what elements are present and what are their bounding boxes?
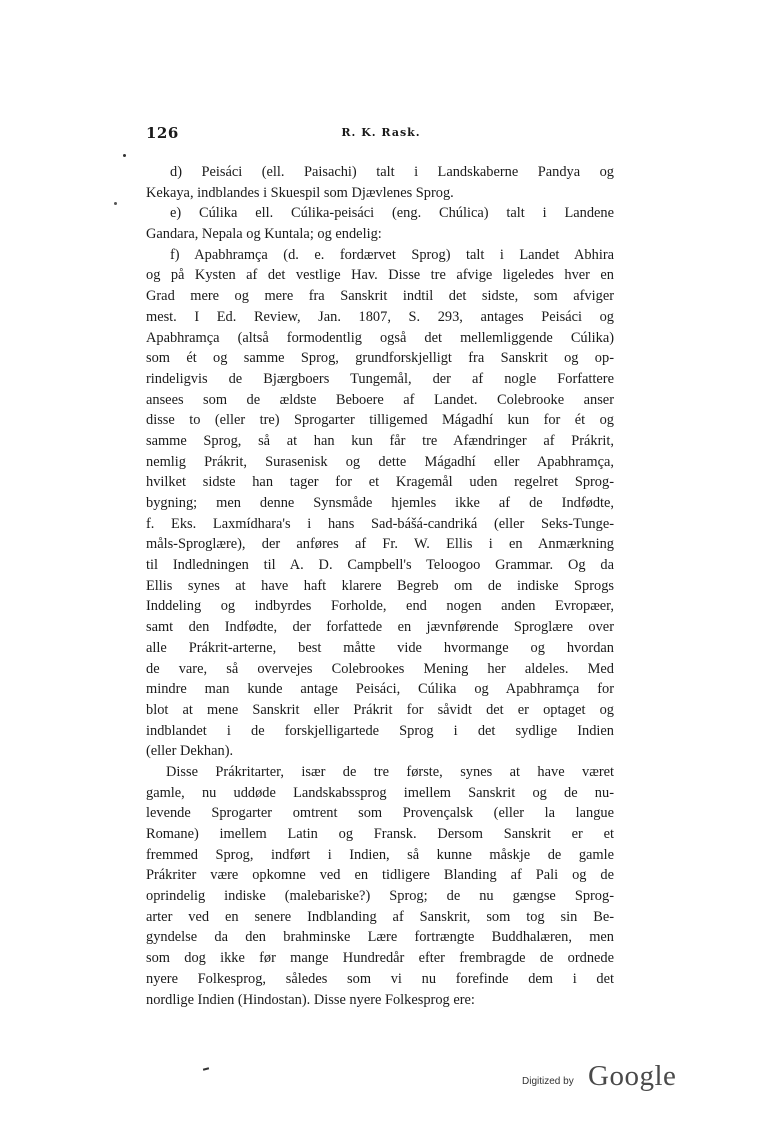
text-line: Gandara, Nepala og Kuntala; og endelig: xyxy=(146,226,382,243)
text-line: Apabhramça (altså formodentlig også det mellemliggende Cúlika) xyxy=(146,329,614,346)
text-line: blot at mene Sanskrit eller Prákrit for såvidt det er optaget og xyxy=(146,701,614,718)
body-text xyxy=(146,162,614,1010)
text-line: oprindelig indiske (malebariske?) Sprog; de nu gængse Sprog- xyxy=(146,888,614,905)
text-line: f) Apabhramça (d. e. fordærvet Sprog) talt i Landet Abhira xyxy=(170,246,614,263)
text-line: som dog ikke før mange Hundredår efter frembragde de ordnede xyxy=(146,950,614,967)
text-line: Prákriter være opkomne ved en tidligere Blanding af Pali og de xyxy=(146,867,614,884)
text-line: nyere Folkesprog, således som vi nu forefinde dem i det xyxy=(146,970,614,987)
google-logo: Google xyxy=(588,1060,677,1092)
text-line: alle Prákrit-arterne, best måtte vide hvormange og hvordan xyxy=(146,639,614,656)
text-line: nordlige Indien (Hindostan). Disse nyere Folkesprog ere: xyxy=(146,991,475,1008)
text-line: måls-Sproglære), der anføres af Fr. W. Ellis i en Anmærkning xyxy=(146,536,614,553)
text-line: ansees som de ældste Beboere af Landet. Colebrooke anser xyxy=(146,391,614,408)
text-line: hvilket sidste han tager for et Kragemål uden regelret Sprog- xyxy=(146,474,614,491)
text-line: bygning; men denne Synsmåde hjemles ikke af de Indfødte, xyxy=(146,495,614,511)
page-number: 126 xyxy=(146,124,179,142)
text-line: rindeligvis de Bjærgboers Tungemål, der af nogle Forfattere xyxy=(146,370,614,387)
text-line: nemlig Prákrit, Surasenisk og dette Mágadhí eller Apabhramça, xyxy=(146,453,614,470)
margin-speck xyxy=(123,154,126,157)
watermark-prefix: Digitized by xyxy=(522,1076,574,1087)
text-line: samme Sprog, så at han kun får tre Afændringer af Prákrit, xyxy=(146,432,614,449)
text-line: indblandet i de forskjelligartede Sprog i det sydlige Indien xyxy=(146,722,614,739)
running-head: R. K. Rask. xyxy=(341,126,421,139)
text-line: disse to (eller tre) Sprogarter tilligemed Mágadhí kun for ét og xyxy=(146,412,614,429)
text-line: (eller Dekhan). xyxy=(146,743,234,760)
text-line: levende Sprogarter omtrent som Provençalsk (eller la langue xyxy=(146,805,614,822)
text-line: samt den Indfødte, der forfattede en jævnførende Sproglære over xyxy=(146,619,614,636)
text-line: Inddeling og indbyrdes Forholde, end nogen anden Evropæer, xyxy=(146,598,614,615)
text-line: Grad mere og mere fra Sanskrit indtil det sidste, som afviger xyxy=(146,288,614,305)
text-line: mindre man kunde antage Peisáci, Cúlika og Apabhramça for xyxy=(146,681,614,698)
text-line: fremmed Sprog, indført i Indien, så kunne måskje de gamle xyxy=(146,846,614,863)
print-mark xyxy=(203,1067,209,1070)
margin-speck xyxy=(114,202,117,205)
text-line: e) Cúlika ell. Cúlika-peisáci (eng. Chúlica) talt i Landene xyxy=(170,205,614,222)
text-line: de vare, så overvejes Colebrookes Mening her aldeles. Med xyxy=(146,660,614,677)
text-line: Ellis synes at have haft klarere Begreb om de indiske Sprogs xyxy=(146,577,614,594)
google-watermark xyxy=(522,1058,692,1098)
text-line: f. Eks. Laxmídhara's i hans Sad-bášá-candriká (eller Seks-Tunge- xyxy=(146,515,614,532)
text-line: d) Peisáci (ell. Paisachi) talt i Landskaberne Pandya og xyxy=(170,164,614,180)
text-line: arter ved en senere Indblanding af Sanskrit, som tog sin Be- xyxy=(146,908,614,925)
text-line: mest. I Ed. Review, Jan. 1807, S. 293, antages Peisáci og xyxy=(146,308,614,325)
text-line: gamle, nu uddøde Landskabssprog imellem Sanskrit og de nu- xyxy=(146,784,614,801)
text-line: gyndelse da den brahminske Lære fortrængte Buddhalæren, men xyxy=(146,929,614,946)
text-line: Disse Prákritarter, især de tre første, synes at have været xyxy=(166,763,614,780)
page-header xyxy=(146,124,616,144)
text-line: og på Kysten af det vestlige Hav. Disse tre afvige ligeledes hver en xyxy=(146,267,614,284)
text-line: til Indledningen til A. D. Campbell's Teloogoo Grammar. Og da xyxy=(146,557,614,574)
text-line: som ét og samme Sprog, grundforskjelligt fra Sanskrit og op- xyxy=(146,350,614,367)
text-line: Romane) imellem Latin og Fransk. Dersom Sanskrit er et xyxy=(146,826,614,842)
text-line: Kekaya, indblandes i Skuespil som Djævlenes Sprog. xyxy=(146,184,454,201)
